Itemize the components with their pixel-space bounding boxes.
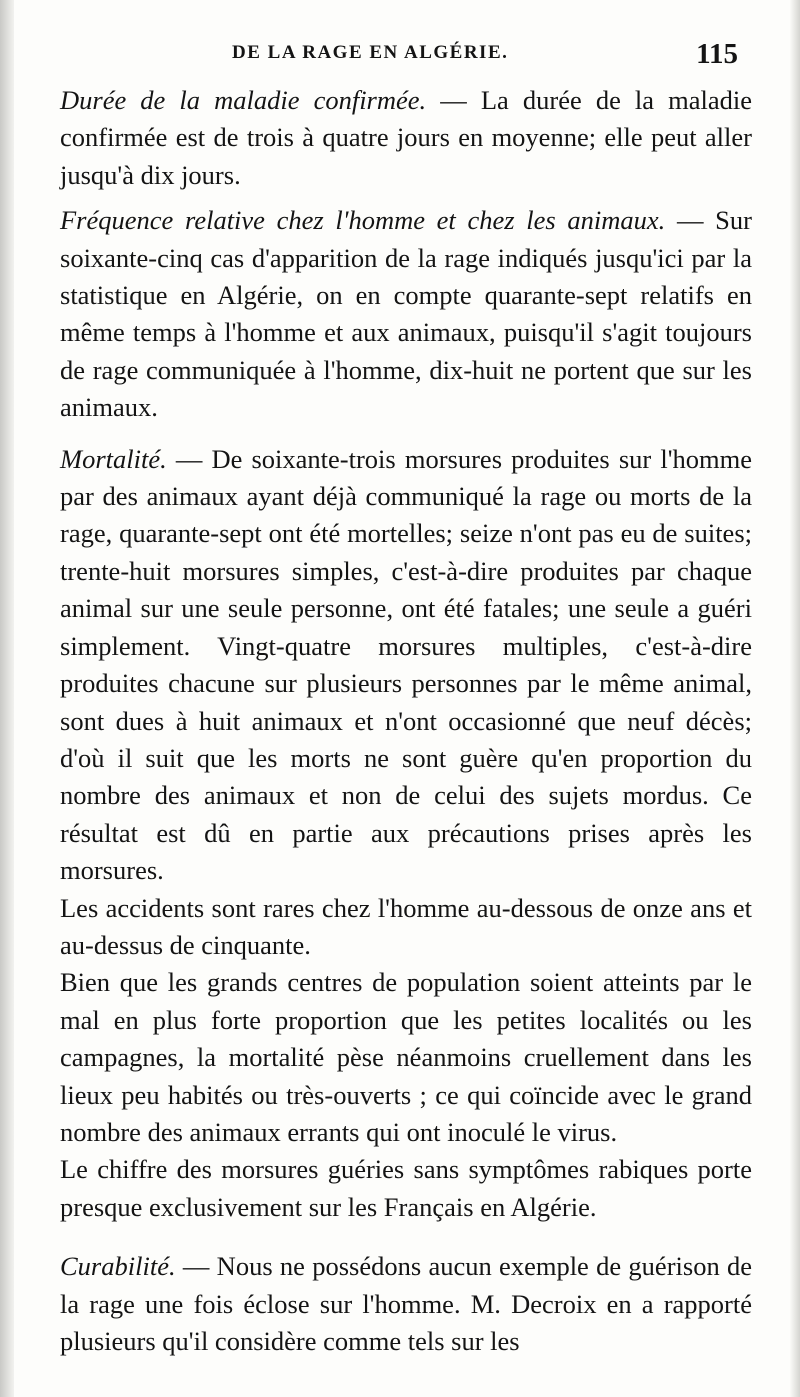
paragraph-mortality [60, 441, 752, 890]
paragraph-lead: Curabilité. [60, 1251, 176, 1282]
paragraph-text: Bien que les grands centres de population soient atteints par le mal en plus forte proportion que les petites localités ou les campagnes, la mortalité pèse néanmoins cruellement dans les lieux peu habités ou très-ouverts ; ce qui coïncide avec le grand nombre des animaux errants qui ont inoculé le virus. [60, 967, 752, 1147]
page-header [60, 38, 740, 78]
paragraph-cured-bites [60, 1151, 752, 1226]
paragraph-curability [60, 1248, 752, 1360]
paragraph-text: — Sur soixante-cinq cas d'apparition de la rage indiqués jusqu'ici par la statistique en Algérie, on en compte quarante-sept relatifs en même temps à l'homme et aux animaux, puisqu'il s'agit toujours de rage communiquée à l'homme, dix-huit ne portent que sur les animaux. [60, 205, 752, 423]
paragraph-text: Les accidents sont rares chez l'homme au-dessous de onze ans et au-dessus de cinquante. [60, 892, 752, 960]
running-title: DE LA RAGE EN ALGÉRIE. [232, 42, 509, 63]
paragraph-duration [60, 82, 752, 194]
paragraph-lead: Durée de la maladie confirmée. [60, 85, 427, 115]
page-gutter-shadow [0, 0, 14, 1397]
page-number: 115 [696, 38, 738, 70]
paragraph-text: — De soixante-trois morsures produites sur l'homme par des animaux ayant déjà communiqué la rage ou morts de la rage, quarante-sept ont été mortelles; seize n'ont pas eu de suites; trente-huit morsures simples, c'est-à-dire produites par chaque animal sur une seule personne, ont été fatales; une seule a guéri simplement. Vingt-quatre morsures multiples, c'est-à-dire produites chacune sur plusieurs personnes par le même animal, sont dues à huit animaux et n'ont occasionné que neuf décès; d'où il suit que les morts ne sont guère qu'en proportion du nombre des animaux et non de celui des sujets mordus. Ce résultat est dû en partie aux précautions prises après les morsures. [60, 443, 752, 886]
paragraph-text: Le chiffre des morsures guéries sans symptômes rabiques porte presque exclusivement sur les Français en Algérie. [60, 1154, 752, 1222]
paragraph-text: — Nous ne possédons aucun exemple de guérison de la rage une fois éclose sur l'homme. M. Decroix en a rapporté plusieurs qu'il considère comme tels sur les [60, 1251, 752, 1356]
paragraph-frequency [60, 202, 752, 426]
paragraph-population [60, 964, 752, 1151]
body-text [60, 82, 752, 1360]
paragraph-lead: Fréquence relative chez l'homme et chez les animaux. [60, 205, 666, 236]
paragraph-text: — La durée de la maladie confirmée est de trois à quatre jours en moyenne; elle peut aller jusqu'à dix jours. [60, 85, 753, 190]
paragraph-lead: Mortalité. [60, 443, 167, 474]
paragraph-age [60, 890, 752, 965]
page-edge-shadow [790, 0, 800, 1397]
